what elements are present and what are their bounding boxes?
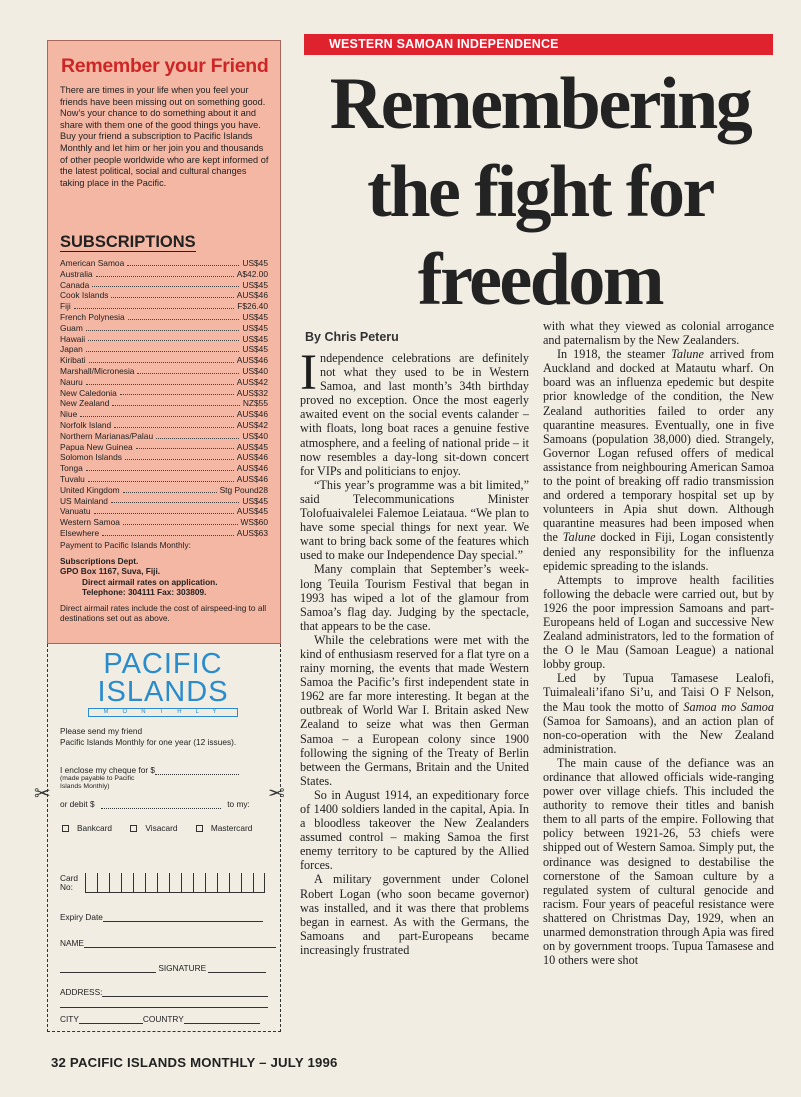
panel-intro: There are times in your life when you feel your friends have been missing out on something good. Now’s your chance to do something about it and share with them one of the good things you have. Buy your friend a subscription to Pacific Islands Monthly and let him or her join you and thousands of other people worldwide who are kept informed of the latest political, social and cultural changes taking place in the Pacific. <box>60 85 269 188</box>
card-digit-box[interactable] <box>97 873 109 893</box>
rate-leader-dots <box>102 535 234 536</box>
rate-leader-dots <box>127 265 239 266</box>
drop-cap: I <box>300 345 317 401</box>
signature-field[interactable] <box>60 963 266 973</box>
rate-place: Guam <box>60 322 83 333</box>
rate-price: AUS$42 <box>236 419 268 430</box>
rate-price: AUS$32 <box>236 387 268 398</box>
card-digit-box[interactable] <box>109 873 121 893</box>
ship-name-2: Talune <box>562 530 596 545</box>
talune-text-b: arrived from Auckland and docked at Matautu wharf. On board was an influenza epedemic but despite prior knowledge of the condition, the New Zealand authorities failed to order any quarantine measures. Eventually, one in five Samoans (population 38,000) died. Strangely, Governor Logan refused offers of medical assistance from neighbouring American Samoa to the point of breaking off radio transmission and ordered a temporary hospital set up by volunteers in Apia shut down. Although quarantine measures had been imposed when the <box>543 347 775 545</box>
rate-place: Elsewhere <box>60 527 100 538</box>
paragraph-5: So in August 1914, an expeditionary force of 1400 soldiers landed in the capital, Apia. In a bloodless takeover the New Zealanders assumed control – making Samoa the first enemy territory to be captured by the Allied forces. <box>300 787 529 873</box>
rate-price: AUS$42 <box>236 376 268 387</box>
rate-leader-dots <box>89 362 234 363</box>
rate-place: Kiribati <box>60 355 86 366</box>
rate-row <box>60 334 268 345</box>
rate-place: Australia <box>60 268 93 279</box>
airmail-note: Direct airmail rates include the cost of airspeed-ing to all destinations set out as above. <box>60 602 267 623</box>
rate-row <box>60 431 268 442</box>
rate-price: AUS$46 <box>236 355 268 366</box>
subscriptions-title: SUBSCRIPTIONS <box>60 233 196 251</box>
country-line[interactable] <box>184 1023 260 1024</box>
visacard-label: Visacard <box>145 823 178 833</box>
rate-price: WS$60 <box>240 517 268 528</box>
byline: By Chris Peteru <box>305 330 399 344</box>
card-digit-box[interactable] <box>205 873 217 893</box>
rate-place: Western Samoa <box>60 517 120 528</box>
rate-leader-dots <box>88 481 234 482</box>
section-label: WESTERN SAMOAN INDEPENDENCE <box>304 34 773 55</box>
paragraph-mau <box>543 671 774 756</box>
city-label: CITY <box>60 1014 79 1024</box>
city-country-field[interactable] <box>60 1014 260 1024</box>
headline: Remembering the fight for freedom <box>329 63 751 321</box>
rate-price: US$40 <box>242 365 268 376</box>
cheque-label: I enclose my cheque for $ <box>60 765 156 775</box>
to-my-label: to my: <box>227 799 250 809</box>
scissors-icon-left: ✂ <box>34 783 51 805</box>
rate-price: AUS$45 <box>236 441 268 452</box>
rate-leader-dots <box>111 502 239 503</box>
rate-row <box>60 301 268 312</box>
subscription-panel <box>47 40 281 644</box>
rate-place: Northern Marianas/Palau <box>60 430 154 441</box>
rate-leader-dots <box>74 308 235 309</box>
signature-line-left[interactable] <box>60 972 156 973</box>
rate-place: Japan <box>60 344 83 355</box>
rate-price: AUS$46 <box>236 452 268 463</box>
rate-place: Niue <box>60 409 78 420</box>
card-digit-box[interactable] <box>133 873 145 893</box>
paragraph-4: While the celebrations were met with the kind of enthusiasm reserved for a flat tyre on a rainy morning, the events that made Western Samoa the Pacific’s first independent state in 1962 are far more interesting. It began at the outbreak of World War I. Britain asked New Zealand to seize what was then German Samoa – a European colony since 1900 following the signing of the Treaty of Berlin between the Germans, Britain and the United States. <box>300 632 529 788</box>
paragraph-6: A military government under Colonel Robert Logan (who soon became governor) was installed, and it was there that problems began in earnest. As with the Germans, the Samoans and part-Europeans became increasingly frustrated <box>300 872 529 957</box>
mau-text-b: (Samoa for Samoans), and an action plan of non-co-operation with the New Zealand administration. <box>543 713 774 756</box>
paragraph-talune <box>543 347 774 573</box>
card-digit-box[interactable] <box>217 873 229 893</box>
card-type-options <box>62 823 252 833</box>
rate-leader-dots <box>86 330 240 331</box>
rate-price: AUS$46 <box>236 463 268 474</box>
address-label: ADDRESS: <box>60 987 103 997</box>
rate-price: AUS$46 <box>236 409 268 420</box>
airmail-rates-line: Direct airmail rates on application. <box>82 576 218 587</box>
rate-row <box>60 269 268 280</box>
rate-price: US$45 <box>242 311 268 322</box>
rate-price: US$45 <box>242 495 268 506</box>
paragraph-1 <box>300 345 529 478</box>
card-digit-box[interactable] <box>85 873 97 893</box>
rate-price: US$45 <box>242 258 268 268</box>
logo-pacific: PACIFIC <box>103 648 223 680</box>
rate-row <box>60 344 268 355</box>
rate-price: AUS$46 <box>236 290 268 301</box>
rate-leader-dots <box>86 470 234 471</box>
rate-place: Marshall/Micronesia <box>60 365 135 376</box>
rate-leader-dots <box>80 416 234 417</box>
send-friend-label: Please send my friend <box>60 726 143 736</box>
rate-place: US Mainland <box>60 495 108 506</box>
rate-row <box>60 517 268 528</box>
card-label-line1: Card <box>60 873 78 883</box>
rate-place: Tuvalu <box>60 473 85 484</box>
signature-line-right[interactable] <box>208 972 266 973</box>
rate-row <box>60 485 268 496</box>
rate-leader-dots <box>123 492 217 493</box>
rate-row <box>60 409 268 420</box>
rate-place: Canada <box>60 279 90 290</box>
rate-row <box>60 388 268 399</box>
rate-price: US$45 <box>242 279 268 290</box>
rate-row <box>60 496 268 507</box>
rate-leader-dots <box>96 276 234 277</box>
talune-text-a: In 1918, the steamer <box>557 347 672 362</box>
mastercard-label: Mastercard <box>210 823 253 833</box>
rate-leader-dots <box>114 427 234 428</box>
rate-leader-dots <box>92 286 239 287</box>
rate-row <box>60 366 268 377</box>
paragraph-defiance: The main cause of the defiance was an ordinance that allowed officials wide-ranging power over village chiefs. This included the authority to remove their titles and banish them to all parts of the empire. Following that policy between 1921-26, 53 chiefs were shipped out of Western Samoa. Simply put, the ordinance was designed to destabilise the cornerstone of the Samoan culture by a regulated system of cultural genocide and racism. Four years of peaceful resistance were shattered on Christmas Day, 1929, when an unarmed demonstration through Apia was fired on by government troops. Tupua Tamasese and 10 others were shot <box>543 755 774 968</box>
payable-note-line1: (made payable to Pacific <box>60 775 135 782</box>
rate-price: AUS$46 <box>236 473 268 484</box>
rate-place: Cook Islands <box>60 290 109 301</box>
rate-row <box>60 312 268 323</box>
rate-leader-dots <box>111 297 233 298</box>
mastercard-checkbox[interactable] <box>196 825 203 832</box>
rate-price: AUS$45 <box>236 506 268 517</box>
debit-field[interactable] <box>60 799 250 809</box>
card-digit-box[interactable] <box>121 873 133 893</box>
rate-place: Solomon Islands <box>60 452 122 463</box>
rate-leader-dots <box>86 384 234 385</box>
article-column-2 <box>543 319 774 967</box>
payment-info <box>60 540 274 624</box>
rate-leader-dots <box>128 319 240 320</box>
card-number-label <box>60 874 78 892</box>
rate-leader-dots <box>125 459 234 460</box>
rate-leader-dots <box>136 448 234 449</box>
rate-leader-dots <box>94 513 234 514</box>
logo-islands: ISLANDS <box>97 676 229 708</box>
rate-row <box>60 463 268 474</box>
scissors-icon-right: ✂ <box>268 783 285 805</box>
rate-price: US$45 <box>242 344 268 355</box>
rate-leader-dots <box>88 340 239 341</box>
pim-logo <box>88 650 238 717</box>
rate-place: French Polynesia <box>60 311 125 322</box>
rate-place: Vanuatu <box>60 506 91 517</box>
card-digit-box[interactable] <box>169 873 181 893</box>
name-label: NAME <box>60 938 84 948</box>
expiry-line[interactable] <box>103 921 263 922</box>
rate-leader-dots <box>137 373 239 374</box>
rate-place: New Caledonia <box>60 387 117 398</box>
address-line: GPO Box 1167, Suva, Fiji. <box>60 566 161 576</box>
rate-price: US$40 <box>242 430 268 441</box>
rate-row <box>60 290 268 301</box>
country-label: COUNTRY <box>142 1014 184 1024</box>
rate-place: New Zealand <box>60 398 110 409</box>
city-line[interactable] <box>79 1023 143 1024</box>
rate-leader-dots <box>156 438 239 439</box>
rate-row <box>60 442 268 453</box>
article-column-1 <box>300 345 529 957</box>
payable-note <box>60 775 134 791</box>
bankcard-label: Bankcard <box>77 823 113 833</box>
rate-place: Nauru <box>60 376 83 387</box>
card-digit-box[interactable] <box>229 873 241 893</box>
subscription-coupon <box>34 644 285 1032</box>
phone-line: Telephone: 304111 Fax: 303809. <box>82 587 207 597</box>
debit-amount-line[interactable] <box>101 808 221 809</box>
address-line-2-wrap <box>60 988 268 1008</box>
expiry-field[interactable] <box>60 912 263 922</box>
name-line[interactable] <box>84 947 276 948</box>
card-label-line2: No: <box>60 882 73 892</box>
rate-leader-dots <box>86 351 240 352</box>
card-digit-box[interactable] <box>145 873 157 893</box>
card-digit-box[interactable] <box>193 873 205 893</box>
panel-heading: Remember your Friend <box>61 55 269 77</box>
rate-price: A$42.00 <box>236 268 268 279</box>
rate-row <box>60 398 268 409</box>
rate-place: American Samoa <box>60 258 125 268</box>
rate-place: Hawaii <box>60 333 86 344</box>
rate-leader-dots <box>112 405 240 406</box>
card-digit-box[interactable] <box>181 873 193 893</box>
rate-price: Stg Pound28 <box>219 484 268 495</box>
bankcard-checkbox[interactable] <box>62 825 69 832</box>
rate-price: US$45 <box>242 333 268 344</box>
rate-place: United Kingdom <box>60 484 120 495</box>
address-line-2[interactable] <box>60 1007 268 1008</box>
card-digit-box[interactable] <box>157 873 169 893</box>
paragraph-continued: with what they viewed as colonial arrogance and paternalism by the New Zealanders. <box>543 319 774 348</box>
card-digit-box[interactable] <box>253 873 265 893</box>
rate-row <box>60 355 268 366</box>
rate-leader-dots <box>123 524 238 525</box>
rate-row <box>60 452 268 463</box>
rate-row <box>60 474 268 485</box>
rate-price: US$45 <box>242 322 268 333</box>
paragraph-2: “This year’s programme was a bit limited,” said Telecommunications Minister Tolofuaivalelei Falemoe Leiataua. “We plan to have some special things for next year. We want to bring back some of the features which used to make our Independence Day special.” <box>300 477 529 563</box>
card-digit-box[interactable] <box>241 873 253 893</box>
rate-row <box>60 280 268 291</box>
rate-place: Papua New Guinea <box>60 441 133 452</box>
card-number-boxes[interactable] <box>85 873 265 893</box>
payable-note-line2: Islands Monthly) <box>60 783 110 790</box>
dept-line: Subscriptions Dept. <box>60 555 139 566</box>
rate-row <box>60 323 268 334</box>
cheque-field[interactable] <box>60 765 239 775</box>
rate-row <box>60 258 268 269</box>
rate-row <box>60 420 268 431</box>
paragraph-health: Attempts to improve health facilities following the debacle were carried out, but by 1926 the poor impression Samoans and part-Europeans held of Logan and successive New Zealand administrators, led to the formation of the O le Mau (Samoan League) a national lobby group. <box>543 572 774 672</box>
rate-price: F$26.40 <box>237 301 268 312</box>
rate-place: Norfolk Island <box>60 419 112 430</box>
rate-place: Tonga <box>60 463 83 474</box>
rate-row <box>60 506 268 517</box>
ship-name: Talune <box>671 347 704 362</box>
name-field[interactable] <box>60 938 276 948</box>
visacard-checkbox[interactable] <box>130 825 137 832</box>
rate-price: AUS$63 <box>236 527 268 538</box>
rate-row <box>60 377 268 388</box>
debit-label: or debit $ <box>60 799 95 809</box>
logo-monthly: MONTHLY <box>88 708 238 717</box>
page-footer: 32 PACIFIC ISLANDS MONTHLY – JULY 1996 <box>51 1055 338 1070</box>
rate-price: NZ$55 <box>242 398 268 409</box>
one-year-label: Pacific Islands Monthly for one year (12 issues). <box>60 737 237 747</box>
payment-line: Payment to Pacific Islands Monthly: <box>60 540 191 550</box>
talune-text-c: docked in Fiji, Logan consistently denied any responsibility for the influenza epidemic spreading to the islands. <box>543 530 774 573</box>
rate-place: Fiji <box>60 301 71 312</box>
signature-label: SIGNATURE <box>158 963 207 973</box>
rate-leader-dots <box>120 394 234 395</box>
paragraph-1-text: ndependence celebrations are definitely not what they used to be in Western Samoa, and last month’s 34th birthday proved no exception. Once the most eagerly awaited event on the social events calander – with floats, long boat races a genuine festive atmosphere, and a feeling of national pride – it now resembles a day-long sit-down concert for VIPs and politicians to enjoy. <box>300 351 529 478</box>
rates-list <box>60 258 268 539</box>
rate-row <box>60 528 268 539</box>
mau-text-a: Led by Tupua Tamasese Lealofi, Tuimaleali’ifano Si’u, and Taisi O F Nelson, the Mau took the motto of <box>543 671 774 714</box>
paragraph-3: Many complain that September’s week-long Teuila Tourism Festival that began in 1993 has wiped a lot of the glamour from Samoa’s flag day. Judging by the spectacle, that appears to be the case. <box>300 562 529 633</box>
cheque-amount-line[interactable] <box>155 774 239 775</box>
expiry-label: Expiry Date <box>60 912 103 922</box>
mau-motto: Samoa mo Samoa <box>683 699 774 714</box>
